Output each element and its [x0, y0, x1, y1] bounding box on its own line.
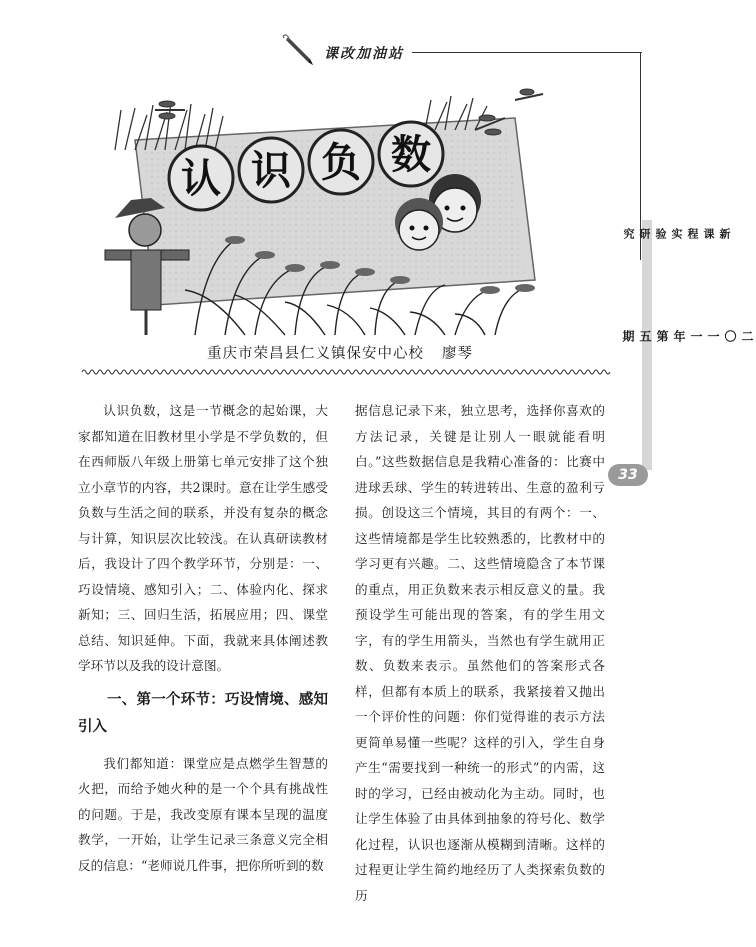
left-column	[78, 398, 328, 878]
journal-name: 新课程实验研究	[622, 228, 731, 240]
title-char-4-text: 数	[391, 132, 431, 178]
column-label: 课改加油站	[324, 46, 404, 62]
author-organization: 重庆市荣昌县仁义镇保安中心校	[207, 346, 424, 362]
author-name: 廖琴	[442, 346, 473, 362]
title-char-1	[169, 146, 233, 210]
title-illustration	[95, 90, 555, 335]
right-column	[355, 398, 605, 908]
issue-label: 二〇一一年第五期	[621, 330, 754, 343]
title-char-1-text: 认	[181, 156, 221, 202]
paragraph: 我们都知道：课堂应是点燃学生智慧的火把，而给予她火种的是一个个具有挑战性的问题。于是，我改变原有课本呈现的温度教学，一开始，让学生记录三条意义完全相反的信息：“老师说几件事，把你所听到的数	[78, 755, 328, 873]
title-char-3-text: 负	[321, 140, 361, 186]
title-char-3	[309, 130, 373, 194]
wavy-divider	[82, 367, 606, 377]
section-heading: 一、第一个环节：巧设情境、感知引入	[78, 691, 328, 735]
paragraph: 据信息记录下来，独立思考，选择你喜欢的方法记录，关键是让别人一眼就能看明白。”这些数据信息是我精心准备的：比赛中进球丢球、学生的转进转出、生意的盈利亏损。创设这三个情境，其目的有两个：一、这些情境都是学生比较熟悉的，比教材中的学习更有兴趣。二、这些情境隐含了本节课的重点，用正负数来表示相反意义的量。我预设学生可能出现的答案，有的学生用文字，有的学生用箭头，当然也有学生就用正数、负数来表示。虽然他们的答案形式各样，但都有本质上的联系，我紧接着又抛出一个评价性的问题：你们觉得谁的表示方法更简单易懂一些呢？这样的引入，学生自身产生“需要找到一种统一的形式”的内需，这时的学习，已经由被动化为主动。同时，也让学生体验了由具体到抽象的符号化、数学化过程，认识也逐渐从模糊到清晰。这样的过程更让学生简约地经历了人类探索负数的历	[355, 403, 605, 903]
header-rule	[412, 52, 642, 53]
section-header	[282, 40, 652, 70]
title-char-4	[379, 122, 443, 186]
pen-icon	[282, 34, 318, 68]
byline	[0, 342, 680, 363]
page-number: 33	[608, 464, 648, 486]
paragraph: 认识负数，这是一节概念的起始课，大家都知道在旧教材里小学是不学负数的，但在西师版八年级上册第七单元安排了这个独立小章节的内容，共2课时。意在让学生感受负数与生活之间的联系，并没有复杂的概念与计算，知识层次比较浅。在认真研读教材后，我设计了四个教学环节，分别是：一、巧设情境、感知引入；二、体验内化、探求新知；三、回归生活，拓展应用；四、课堂总结、知识延伸。下面，我就来具体阐述教学环节以及我的设计意图。	[78, 403, 328, 673]
title-char-2-text: 识	[251, 148, 291, 194]
title-char-2	[239, 138, 303, 202]
